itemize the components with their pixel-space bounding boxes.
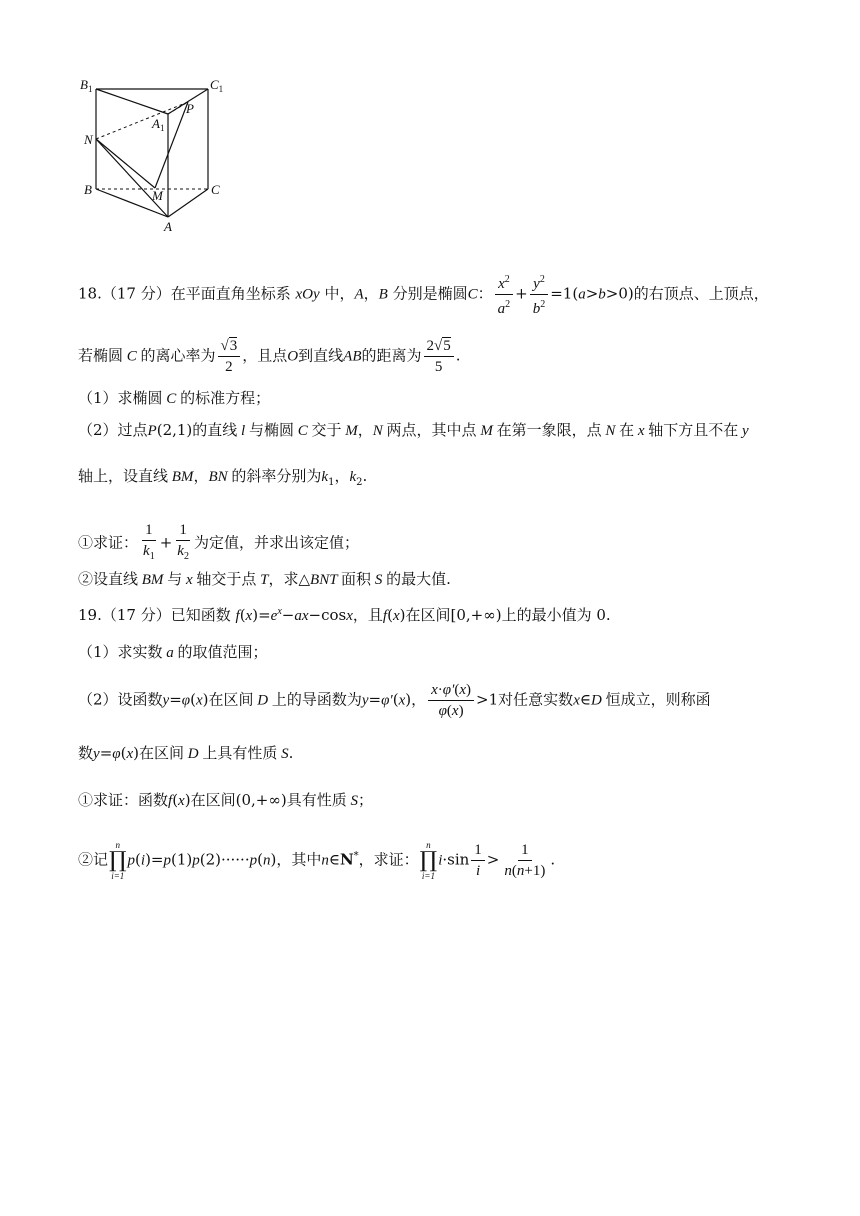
q19-stem: 19.（17 分）已知函数 $f(x)=e^x-ax-\cos x$，且f(x)在区间[0,+∞)上的最小值为 0.	[78, 606, 611, 624]
q18-part2-line2: 轴上，设直线 BM，BN 的斜率分别为$k_1$，$k_2$.	[78, 467, 368, 488]
q18-claim1: ①求证： $\frac{1}{k_1}$ + $\frac{1}{k_2}$ 为定值，并求出该定值；	[78, 522, 359, 562]
label-A1: $A_1$	[152, 116, 165, 133]
q18-part2: （2）过点P(2,1)的直线 l 与椭圆 C 交于 M，N 两点，其中点 M 在第一象限，点 N 在 x 轴下方且不在 y	[78, 421, 749, 439]
label-C: C	[211, 182, 220, 197]
prism-figure	[78, 72, 238, 234]
q18-part1: （1）求椭圆 C 的标准方程；	[78, 389, 271, 407]
q18-stem-line2: 若椭圆 C 的离心率为 $\frac{√3}{2}$ ，且点O到直线AB的距离为 $\frac{2√5}{5}$ .	[78, 338, 461, 375]
q19-part2-line2: 数y=φ(x)在区间 D 上具有性质 S.	[78, 744, 294, 762]
label-B: B	[84, 182, 92, 197]
label-N: N	[84, 132, 93, 147]
label-C1: $C_1$	[210, 77, 224, 94]
q19-claim1: ①求证：函数f(x)在区间(0,+∞)具有性质 S；	[78, 791, 373, 809]
prism-diagram	[78, 72, 238, 234]
label-A: A	[164, 219, 172, 234]
q19-part1: （1）求实数 a 的取值范围；	[78, 643, 268, 661]
q18-stem: 18.（17 分）在平面直角坐标系 xOy 中，A，B 分别是椭圆C： $\frac{x^2}{a^2}$ + $\frac{y^2}{b^2}$ =1(a>b>0)的右顶点、上顶点，	[78, 270, 798, 319]
q18-claim2: ②设直线 BM 与 x 轴交于点 T，求△BNT 面积 S 的最大值.	[78, 570, 451, 588]
label-M: M	[152, 188, 163, 203]
q19-part2: （2）设函数y=φ(x)在区间 D 上的导函数为y=φ′(x)， $\frac{x\cdot\varphi'(x)}{\varphi(x)}$ >1对任意实数x∈D 恒成立，则称函	[78, 682, 711, 719]
q19-claim2: ②记 n ∏ i=1 p(i)=p(1)p(2)······p(n)，其中n∈N*，求证： n ∏ i=1 i·sin $\frac{1}{i}$ > $\frac{1}{n(n+1)}$ .	[78, 839, 556, 881]
label-P: P	[186, 101, 194, 116]
label-B1: $B_1$	[80, 77, 93, 94]
